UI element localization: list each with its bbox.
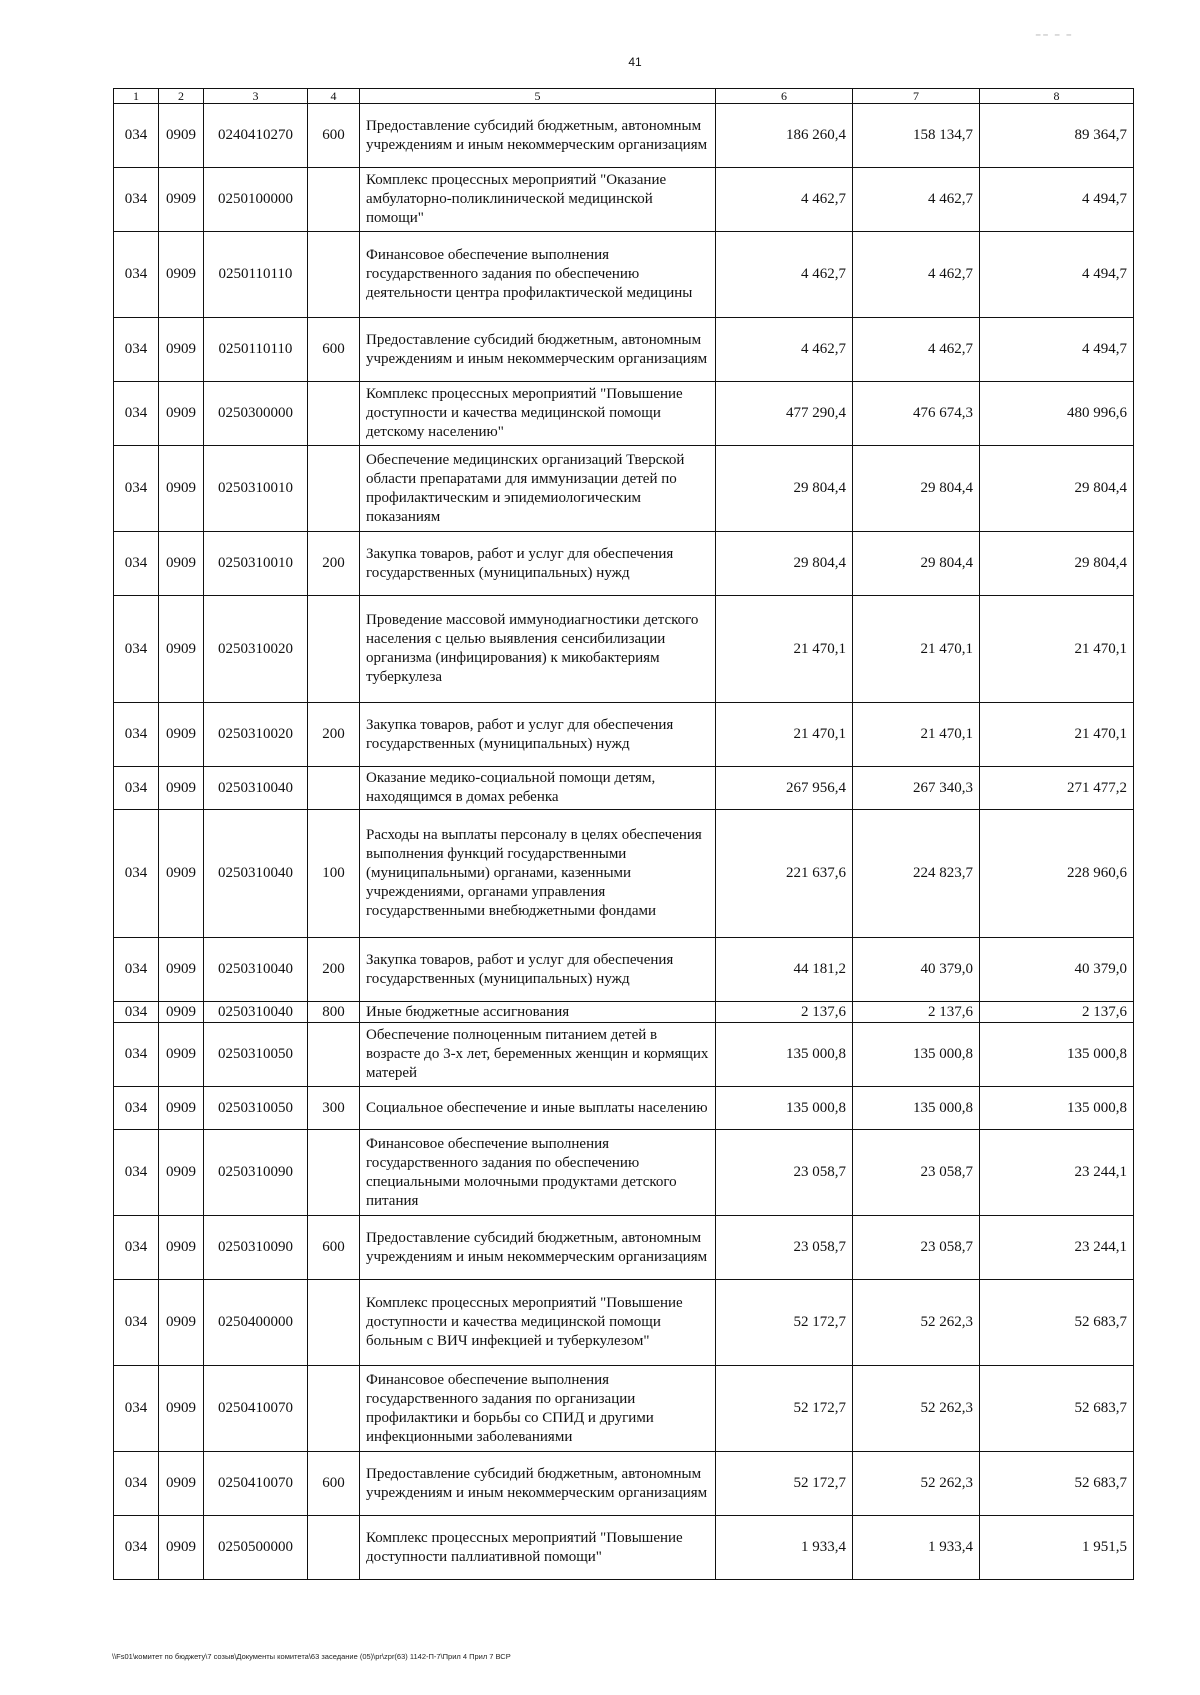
name-cell: Финансовое обеспечение выполнения государственного задания по организации профилактики и борьбы со СПИД и другими инфекционными заболеваниями xyxy=(360,1366,716,1452)
code-cell: 034 xyxy=(114,703,159,767)
amount-col7-cell: 4 462,7 xyxy=(853,318,980,382)
target-article-cell: 0240410270 xyxy=(204,104,308,168)
table-row xyxy=(114,232,1134,318)
amount-col8-cell: 89 364,7 xyxy=(980,104,1134,168)
amount-col6-cell: 135 000,8 xyxy=(716,1023,853,1087)
amount-col7-cell: 224 823,7 xyxy=(853,810,980,938)
expense-type-cell xyxy=(308,446,360,532)
header-cell: 4 xyxy=(308,89,360,104)
amount-col6-cell: 1 933,4 xyxy=(716,1516,853,1580)
expense-type-cell xyxy=(308,596,360,703)
table-row xyxy=(114,382,1134,446)
code-cell: 034 xyxy=(114,1130,159,1216)
name-cell: Оказание медико-социальной помощи детям, находящимся в домах ребенка xyxy=(360,767,716,810)
amount-col7-cell: 267 340,3 xyxy=(853,767,980,810)
table-row xyxy=(114,1516,1134,1580)
table-row xyxy=(114,938,1134,1002)
amount-col6-cell: 23 058,7 xyxy=(716,1216,853,1280)
header-cell: 2 xyxy=(159,89,204,104)
code-cell: 034 xyxy=(114,104,159,168)
amount-col8-cell: 2 137,6 xyxy=(980,1002,1134,1023)
target-article-cell: 0250310040 xyxy=(204,1002,308,1023)
section-cell: 0909 xyxy=(159,1216,204,1280)
table-row xyxy=(114,1130,1134,1216)
amount-col8-cell: 23 244,1 xyxy=(980,1216,1134,1280)
target-article-cell: 0250310010 xyxy=(204,446,308,532)
section-cell: 0909 xyxy=(159,1516,204,1580)
target-article-cell: 0250310090 xyxy=(204,1130,308,1216)
expense-type-cell xyxy=(308,1130,360,1216)
target-article-cell: 0250310040 xyxy=(204,810,308,938)
target-article-cell: 0250100000 xyxy=(204,168,308,232)
target-article-cell: 0250310040 xyxy=(204,938,308,1002)
table-row xyxy=(114,104,1134,168)
name-cell: Комплекс процессных мероприятий "Повышение доступности и качества медицинской помощи детскому населению" xyxy=(360,382,716,446)
name-cell: Закупка товаров, работ и услуг для обеспечения государственных (муниципальных) нужд xyxy=(360,532,716,596)
target-article-cell: 0250300000 xyxy=(204,382,308,446)
section-cell: 0909 xyxy=(159,810,204,938)
amount-col8-cell: 4 494,7 xyxy=(980,232,1134,318)
amount-col6-cell: 2 137,6 xyxy=(716,1002,853,1023)
amount-col8-cell: 228 960,6 xyxy=(980,810,1134,938)
amount-col7-cell: 1 933,4 xyxy=(853,1516,980,1580)
amount-col7-cell: 4 462,7 xyxy=(853,232,980,318)
expense-type-cell: 600 xyxy=(308,1452,360,1516)
amount-col8-cell: 135 000,8 xyxy=(980,1023,1134,1087)
expense-type-cell: 200 xyxy=(308,703,360,767)
section-cell: 0909 xyxy=(159,1130,204,1216)
table-row xyxy=(114,1216,1134,1280)
amount-col8-cell: 21 470,1 xyxy=(980,596,1134,703)
expense-type-cell xyxy=(308,767,360,810)
amount-col8-cell: 480 996,6 xyxy=(980,382,1134,446)
amount-col8-cell: 135 000,8 xyxy=(980,1087,1134,1130)
expense-type-cell: 200 xyxy=(308,532,360,596)
expense-type-cell xyxy=(308,1366,360,1452)
code-cell: 034 xyxy=(114,1216,159,1280)
section-cell: 0909 xyxy=(159,1087,204,1130)
expense-type-cell: 600 xyxy=(308,104,360,168)
code-cell: 034 xyxy=(114,1280,159,1366)
code-cell: 034 xyxy=(114,382,159,446)
header-cell: 1 xyxy=(114,89,159,104)
header-cell: 3 xyxy=(204,89,308,104)
amount-col6-cell: 4 462,7 xyxy=(716,318,853,382)
target-article-cell: 0250410070 xyxy=(204,1366,308,1452)
amount-col6-cell: 52 172,7 xyxy=(716,1280,853,1366)
expense-type-cell xyxy=(308,1280,360,1366)
expense-type-cell: 200 xyxy=(308,938,360,1002)
section-cell: 0909 xyxy=(159,1023,204,1087)
expense-type-cell: 800 xyxy=(308,1002,360,1023)
code-cell: 034 xyxy=(114,532,159,596)
table-row xyxy=(114,810,1134,938)
table-row xyxy=(114,1366,1134,1452)
amount-col6-cell: 52 172,7 xyxy=(716,1452,853,1516)
amount-col7-cell: 2 137,6 xyxy=(853,1002,980,1023)
target-article-cell: 0250310010 xyxy=(204,532,308,596)
table-row xyxy=(114,596,1134,703)
amount-col8-cell: 4 494,7 xyxy=(980,318,1134,382)
name-cell: Закупка товаров, работ и услуг для обеспечения государственных (муниципальных) нужд xyxy=(360,703,716,767)
amount-col6-cell: 21 470,1 xyxy=(716,703,853,767)
table-row xyxy=(114,318,1134,382)
table-row xyxy=(114,1280,1134,1366)
code-cell: 034 xyxy=(114,318,159,382)
table-row xyxy=(114,767,1134,810)
amount-col7-cell: 21 470,1 xyxy=(853,596,980,703)
amount-col7-cell: 21 470,1 xyxy=(853,703,980,767)
target-article-cell: 0250110110 xyxy=(204,232,308,318)
code-cell: 034 xyxy=(114,1516,159,1580)
name-cell: Закупка товаров, работ и услуг для обеспечения государственных (муниципальных) нужд xyxy=(360,938,716,1002)
table-row xyxy=(114,1023,1134,1087)
code-cell: 034 xyxy=(114,1002,159,1023)
amount-col7-cell: 29 804,4 xyxy=(853,532,980,596)
amount-col6-cell: 477 290,4 xyxy=(716,382,853,446)
name-cell: Проведение массовой иммунодиагностики детского населения с целью выявления сенсибилизации организма (инфицирования) к микобактериям туберкулеза xyxy=(360,596,716,703)
header-cell: 5 xyxy=(360,89,716,104)
amount-col8-cell: 23 244,1 xyxy=(980,1130,1134,1216)
amount-col7-cell: 135 000,8 xyxy=(853,1023,980,1087)
amount-col6-cell: 44 181,2 xyxy=(716,938,853,1002)
section-cell: 0909 xyxy=(159,938,204,1002)
target-article-cell: 0250310020 xyxy=(204,703,308,767)
amount-col6-cell: 21 470,1 xyxy=(716,596,853,703)
amount-col6-cell: 221 637,6 xyxy=(716,810,853,938)
section-cell: 0909 xyxy=(159,232,204,318)
amount-col6-cell: 4 462,7 xyxy=(716,168,853,232)
section-cell: 0909 xyxy=(159,446,204,532)
section-cell: 0909 xyxy=(159,104,204,168)
amount-col8-cell: 29 804,4 xyxy=(980,446,1134,532)
amount-col8-cell: 271 477,2 xyxy=(980,767,1134,810)
name-cell: Предоставление субсидий бюджетным, автономным учреждениям и иным некоммерческим организациям xyxy=(360,104,716,168)
section-cell: 0909 xyxy=(159,1280,204,1366)
amount-col7-cell: 52 262,3 xyxy=(853,1452,980,1516)
target-article-cell: 0250500000 xyxy=(204,1516,308,1580)
amount-col6-cell: 29 804,4 xyxy=(716,532,853,596)
section-cell: 0909 xyxy=(159,596,204,703)
section-cell: 0909 xyxy=(159,168,204,232)
target-article-cell: 0250110110 xyxy=(204,318,308,382)
table-body xyxy=(114,104,1134,1580)
header-cell: 6 xyxy=(716,89,853,104)
section-cell: 0909 xyxy=(159,532,204,596)
amount-col8-cell: 1 951,5 xyxy=(980,1516,1134,1580)
name-cell: Обеспечение полноценным питанием детей в возрасте до 3-х лет, беременных женщин и кормящих матерей xyxy=(360,1023,716,1087)
name-cell: Комплекс процессных мероприятий "Повышение доступности паллиативной помощи" xyxy=(360,1516,716,1580)
table-row xyxy=(114,1002,1134,1023)
target-article-cell: 0250310040 xyxy=(204,767,308,810)
section-cell: 0909 xyxy=(159,382,204,446)
target-article-cell: 0250310050 xyxy=(204,1087,308,1130)
expense-type-cell: 600 xyxy=(308,1216,360,1280)
amount-col6-cell: 23 058,7 xyxy=(716,1130,853,1216)
amount-col8-cell: 52 683,7 xyxy=(980,1452,1134,1516)
code-cell: 034 xyxy=(114,1452,159,1516)
target-article-cell: 0250310090 xyxy=(204,1216,308,1280)
amount-col7-cell: 23 058,7 xyxy=(853,1216,980,1280)
code-cell: 034 xyxy=(114,168,159,232)
name-cell: Комплекс процессных мероприятий "Оказание амбулаторно-поликлинической медицинской помощи" xyxy=(360,168,716,232)
table-row xyxy=(114,168,1134,232)
name-cell: Финансовое обеспечение выполнения государственного задания по обеспечению деятельности центра профилактической медицины xyxy=(360,232,716,318)
amount-col8-cell: 29 804,4 xyxy=(980,532,1134,596)
header-cell: 7 xyxy=(853,89,980,104)
expense-type-cell: 100 xyxy=(308,810,360,938)
name-cell: Предоставление субсидий бюджетным, автономным учреждениям и иным некоммерческим организациям xyxy=(360,1216,716,1280)
header-cell: 8 xyxy=(980,89,1134,104)
amount-col7-cell: 158 134,7 xyxy=(853,104,980,168)
expense-type-cell xyxy=(308,1023,360,1087)
amount-col6-cell: 267 956,4 xyxy=(716,767,853,810)
name-cell: Предоставление субсидий бюджетным, автономным учреждениям и иным некоммерческим организациям xyxy=(360,318,716,382)
expense-type-cell xyxy=(308,382,360,446)
amount-col7-cell: 40 379,0 xyxy=(853,938,980,1002)
target-article-cell: 0250310050 xyxy=(204,1023,308,1087)
expense-type-cell xyxy=(308,1516,360,1580)
amount-col7-cell: 4 462,7 xyxy=(853,168,980,232)
code-cell: 034 xyxy=(114,1023,159,1087)
table-row xyxy=(114,532,1134,596)
code-cell: 034 xyxy=(114,1087,159,1130)
expense-type-cell: 300 xyxy=(308,1087,360,1130)
expense-type-cell xyxy=(308,168,360,232)
name-cell: Социальное обеспечение и иные выплаты населению xyxy=(360,1087,716,1130)
table-row xyxy=(114,703,1134,767)
code-cell: 034 xyxy=(114,446,159,532)
target-article-cell: 0250400000 xyxy=(204,1280,308,1366)
amount-col7-cell: 52 262,3 xyxy=(853,1280,980,1366)
table-row xyxy=(114,1087,1134,1130)
section-cell: 0909 xyxy=(159,767,204,810)
page-number: 41 xyxy=(628,55,642,69)
amount-col8-cell: 52 683,7 xyxy=(980,1366,1134,1452)
table-row xyxy=(114,1452,1134,1516)
amount-col7-cell: 135 000,8 xyxy=(853,1087,980,1130)
code-cell: 034 xyxy=(114,810,159,938)
amount-col6-cell: 4 462,7 xyxy=(716,232,853,318)
section-cell: 0909 xyxy=(159,703,204,767)
code-cell: 034 xyxy=(114,1366,159,1452)
amount-col8-cell: 4 494,7 xyxy=(980,168,1134,232)
amount-col7-cell: 29 804,4 xyxy=(853,446,980,532)
name-cell: Иные бюджетные ассигнования xyxy=(360,1002,716,1023)
scan-mark: ⁻⁻ ⁻ ⁻ xyxy=(1035,30,1074,44)
code-cell: 034 xyxy=(114,232,159,318)
target-article-cell: 0250310020 xyxy=(204,596,308,703)
budget-table xyxy=(113,88,1134,1580)
code-cell: 034 xyxy=(114,767,159,810)
name-cell: Комплекс процессных мероприятий "Повышение доступности и качества медицинской помощи больным с ВИЧ инфекцией и туберкулезом" xyxy=(360,1280,716,1366)
amount-col6-cell: 52 172,7 xyxy=(716,1366,853,1452)
table-row xyxy=(114,446,1134,532)
name-cell: Расходы на выплаты персоналу в целях обеспечения выполнения функций государственными (муниципальными) органами, казенными учреждениями, органами управления государственными внебюджетными фондами xyxy=(360,810,716,938)
amount-col8-cell: 21 470,1 xyxy=(980,703,1134,767)
table-header-row xyxy=(114,89,1134,104)
name-cell: Обеспечение медицинских организаций Тверской области препаратами для иммунизации детей по профилактическим и эпидемиологическим показаниям xyxy=(360,446,716,532)
section-cell: 0909 xyxy=(159,1452,204,1516)
expense-type-cell: 600 xyxy=(308,318,360,382)
amount-col6-cell: 29 804,4 xyxy=(716,446,853,532)
amount-col6-cell: 135 000,8 xyxy=(716,1087,853,1130)
section-cell: 0909 xyxy=(159,318,204,382)
name-cell: Предоставление субсидий бюджетным, автономным учреждениям и иным некоммерческим организациям xyxy=(360,1452,716,1516)
amount-col7-cell: 23 058,7 xyxy=(853,1130,980,1216)
amount-col7-cell: 476 674,3 xyxy=(853,382,980,446)
amount-col7-cell: 52 262,3 xyxy=(853,1366,980,1452)
amount-col6-cell: 186 260,4 xyxy=(716,104,853,168)
amount-col8-cell: 52 683,7 xyxy=(980,1280,1134,1366)
footer-file-path: \\Fs01\комитет по бюджету\7 созыв\Документы комитета\63 заседание (05)\pr\zpr(63) 1142-П-7\Прил 4 Прил 7 ВСР xyxy=(112,1652,511,1661)
name-cell: Финансовое обеспечение выполнения государственного задания по обеспечению специальными молочными продуктами детского питания xyxy=(360,1130,716,1216)
amount-col8-cell: 40 379,0 xyxy=(980,938,1134,1002)
expense-type-cell xyxy=(308,232,360,318)
code-cell: 034 xyxy=(114,596,159,703)
section-cell: 0909 xyxy=(159,1366,204,1452)
target-article-cell: 0250410070 xyxy=(204,1452,308,1516)
section-cell: 0909 xyxy=(159,1002,204,1023)
code-cell: 034 xyxy=(114,938,159,1002)
